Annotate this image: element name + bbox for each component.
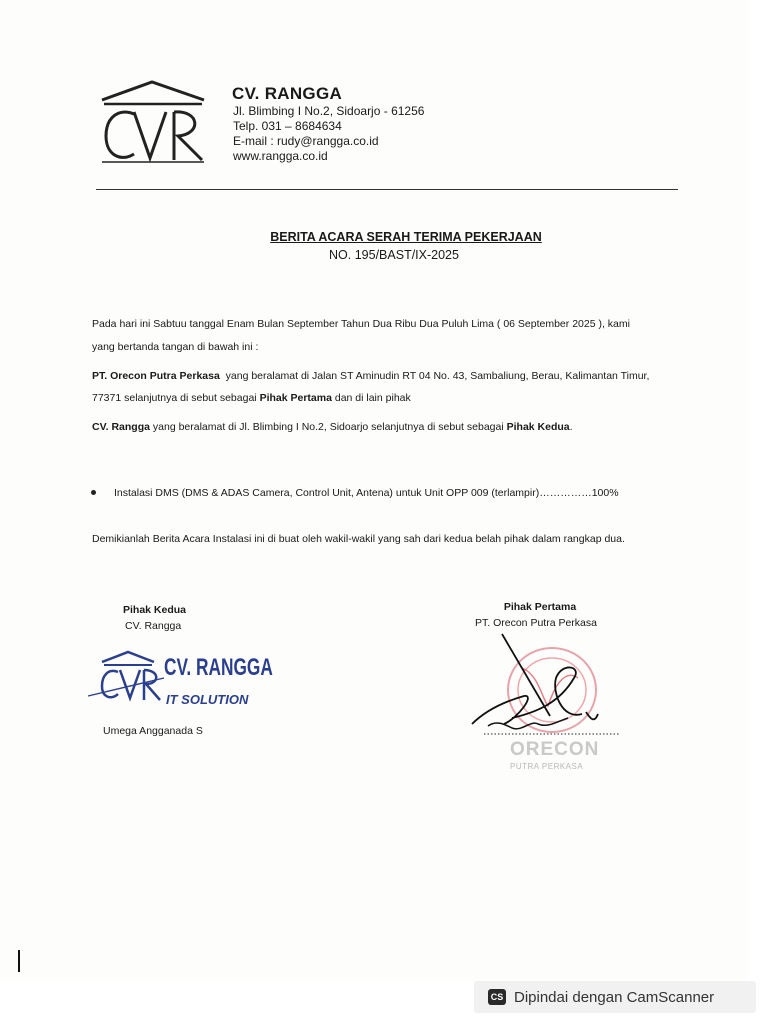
bullet-icon [91, 490, 96, 495]
left-stamp-subtitle: IT SOLUTION [166, 692, 249, 707]
intro-line-2: yang bertanda tangan di bawah ini : [92, 341, 259, 353]
header-divider [96, 189, 678, 190]
party1-role: Pihak Pertama [259, 392, 332, 404]
party1-line-2 [92, 392, 411, 405]
party1-text-2: 77371 selanjutnya di sebut sebagai [92, 392, 257, 404]
company-logo [98, 78, 210, 166]
party2-text: yang beralamat di Jl. Blimbing I No.2, Sidoarjo selanjutnya di sebut sebagai [152, 421, 504, 433]
right-stamp-title: ORECON [510, 739, 600, 760]
camscanner-badge [474, 981, 756, 1013]
camscanner-text: Dipindai dengan CamScanner [514, 988, 715, 1006]
company-name: CV. RANGGA [232, 84, 343, 103]
right-sig-role: Pihak Pertama [503, 601, 577, 613]
work-item: Instalasi DMS (DMS & ADAS Camera, Control Unit, Antena) untuk Unit OPP 009 (terlampir)……………100% [114, 487, 619, 499]
scan-edge-mark [18, 950, 20, 972]
intro-line-1: Pada hari ini Sabtuu tanggal Enam Bulan September Tahun Dua Ribu Dua Puluh Lima ( 06 September 2025 ), kami [92, 318, 630, 330]
company-phone: Telp. 031 – 8684634 [233, 119, 342, 133]
right-stamp-subtitle: PUTRA PERKASA [510, 762, 584, 771]
party2-role: Pihak Kedua [506, 421, 570, 433]
left-signer-name: Umega Angganada S [103, 725, 203, 737]
company-website: www.rangga.co.id [233, 149, 328, 163]
party1-line-1 [92, 370, 649, 383]
document-title [0, 230, 768, 244]
handwritten-signature-icon [452, 628, 622, 748]
cvr-logo-icon [98, 78, 210, 166]
left-sig-company: CV. Rangga [125, 620, 182, 632]
left-stamp-title: CV. RANGGA [164, 654, 273, 681]
company-address: Jl. Blimbing I No.2, Sidoarjo - 61256 [233, 104, 425, 118]
right-signature-stamp [452, 628, 622, 748]
closing-statement: Demikianlah Berita Acara Instalasi ini di buat oleh wakil-wakil yang sah dari kedua belah pihak dalam rangkap dua. [92, 533, 625, 545]
document-title-text: BERITA ACARA SERAH TERIMA PEKERJAAN [270, 230, 542, 244]
party1-name: PT. Orecon Putra Perkasa [92, 370, 220, 382]
left-sig-role: Pihak Kedua [123, 604, 187, 616]
party2-name: CV. Rangga [92, 421, 150, 433]
right-sig-company: PT. Orecon Putra Perkasa [475, 617, 597, 629]
document-number: NO. 195/BAST/IX-2025 [329, 248, 459, 262]
party1-text-1: yang beralamat di Jalan ST Aminudin RT 04 No. 43, Sambaliung, Berau, Kalimantan Timur, [225, 370, 650, 382]
party2-end: . [569, 421, 573, 433]
party1-text-3: dan di lain pihak [334, 392, 411, 404]
party2-line [92, 421, 573, 434]
camscanner-icon: CS [488, 989, 506, 1005]
company-email: E-mail : rudy@rangga.co.id [233, 134, 379, 148]
